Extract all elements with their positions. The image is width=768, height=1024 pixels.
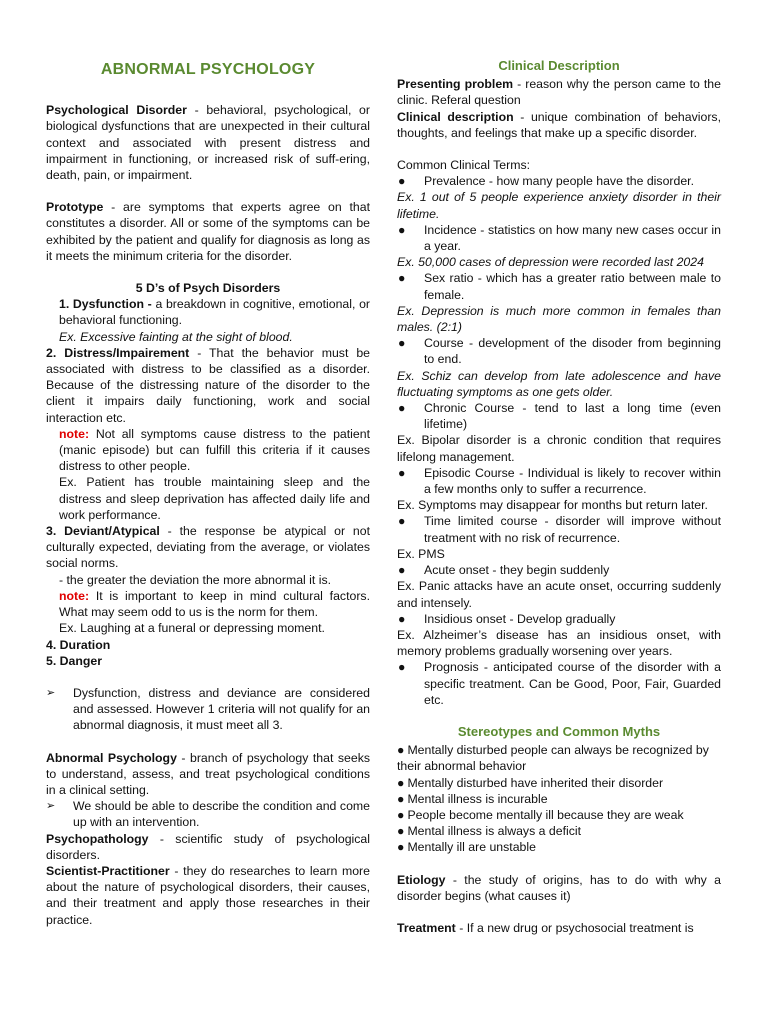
d2-note: note: Not all symptoms cause distress to the patient (manic episode) but can fulfill this criteria if it causes distress to other people.	[59, 426, 370, 474]
myth-item: ● Mental illness is always a deficit	[397, 824, 582, 839]
etiology-paragraph: Etiology - the study of origins, has to do with why a disorder begins (what causes it)	[397, 872, 721, 903]
clinical-description-def: Clinical description - unique combination of behaviors, thoughts, and feelings that make up a specific disorder.	[397, 109, 721, 140]
arrow-bullet-icon: ➢	[46, 800, 56, 813]
bullet-icon: ●	[398, 611, 406, 626]
d5-danger: 5. Danger	[46, 653, 103, 668]
acute-example: Ex. Panic attacks have an acute onset, occurring suddenly and intensely.	[397, 579, 721, 610]
term-acute-onset: ● Acute onset - they begin suddenly	[398, 563, 610, 578]
bullet-icon: ●	[398, 222, 406, 237]
myth-item: ● People become mentally ill because they are weak	[397, 807, 684, 822]
bullet-icon: ●	[398, 271, 406, 286]
scientist-practitioner-paragraph: Scientist-Practitioner - they do researches to learn more about the nature of psychological disorders, their causes, and their treatment and apply those researches in their practice.	[46, 863, 370, 927]
insidious-example: Ex. Alzheimer’s disease has an insidious onset, with memory problems gradually worsening over years.	[397, 627, 721, 659]
right-column	[397, 58, 721, 936]
term-incidence: ● Incidence - statistics on how many new cases occur in a year.	[398, 222, 721, 254]
prevalence-example: Ex. 1 out of 5 people experience anxiety disorder in their lifetime.	[397, 190, 721, 221]
d4-duration: 4. Duration	[46, 637, 111, 652]
five-ds-heading: 5 D’s of Psych Disorders	[135, 281, 281, 296]
clinical-description-heading: Clinical Description	[498, 58, 620, 73]
bullet-icon: ●	[398, 514, 406, 529]
arrow-bullet-icon: ➢	[46, 686, 56, 699]
common-terms-label: Common Clinical Terms:	[397, 158, 531, 173]
bullet-icon: ●	[397, 743, 405, 758]
term-course: ● Course - development of the disoder from beginning to end.	[398, 336, 721, 367]
sex-ratio-example: Ex. Depression is much more common in females than males. (2:1)	[397, 303, 721, 335]
bullet-icon: ●	[397, 840, 405, 855]
chronic-example: Ex. Bipolar disorder is a chronic condition that requires lifelong management.	[397, 433, 721, 464]
myth-item: ● Mentally disturbed have inherited their disorder	[397, 775, 664, 790]
term-episodic-course: ● Episodic Course - Individual is likely to recover within a few months only to suffer a recurrence.	[398, 465, 721, 497]
arrow-note-intervention: ➢ We should be able to describe the condition and come up with an intervention.	[46, 799, 370, 830]
d3-sub: - the greater the deviation the more abnormal it is.	[59, 572, 332, 587]
time-limited-example: Ex. PMS	[397, 546, 445, 561]
bullet-icon: ●	[398, 660, 406, 675]
arrow-note-criteria: ➢ Dysfunction, distress and deviance are considered and assessed. However 1 criteria will not qualify for an abnormal diagnosis, it must meet all 3.	[46, 685, 370, 733]
course-example: Ex. Schiz can develop from late adolescence and have fluctuating symptoms as one gets older.	[397, 368, 721, 399]
d1-dysfunction: 1. Dysfunction - a breakdown in cognitive, emotional, or behavioral functioning.	[59, 297, 371, 328]
bullet-icon: ●	[398, 563, 406, 578]
bullet-icon: ●	[397, 791, 405, 806]
abnormal-psych-paragraph: Abnormal Psychology - branch of psychology that seeks to understand, assess, and treat psychological conditions in a clinical setting.	[46, 750, 370, 797]
bullet-icon: ●	[398, 174, 406, 189]
term-prevalence: ● Prevalence - how many people have the disorder.	[398, 174, 695, 189]
bullet-icon: ●	[398, 401, 406, 416]
bullet-icon: ●	[397, 807, 405, 822]
d1-example: Ex. Excessive fainting at the sight of blood.	[59, 329, 293, 344]
bullet-icon: ●	[397, 775, 405, 790]
term-prognosis: ● Prognosis - anticipated course of the disorder with a specific treatment. Can be Good, Poor, Fair, Guarded etc.	[398, 660, 721, 707]
treatment-paragraph: Treatment - If a new drug or psychosocial treatment is	[397, 920, 694, 935]
myth-item: ● Mentally ill are unstable	[397, 840, 536, 855]
psych-disorder-paragraph: Psychological Disorder - behavioral, psychological, or biological dysfunctions that are unexpected in their cultural context and associated with present distress and impairment in functioning, or increased risk of suff-ering, death, pain, or impairment.	[46, 103, 370, 183]
d3-note: note: It is important to keep in mind cultural factors. What may seem odd to us is the norm for them.	[59, 588, 370, 620]
prototype-paragraph: Prototype - are symptoms that experts agree on that constitutes a disorder. All or some of the symptoms can be exhibited by the patient and qualify for diagnosis as long as it meets the minimum criteria for the disorder.	[46, 200, 370, 263]
d3-example: Ex. Laughing at a funeral or depressing moment.	[59, 621, 325, 636]
myths-list	[397, 742, 721, 855]
term-insidious-onset: ● Insidious onset - Develop gradually	[398, 611, 616, 626]
bullet-icon: ●	[397, 824, 405, 839]
d2-example: Ex. Patient has trouble maintaining sleep and the distress and sleep deprivation has affected daily life and work performance.	[59, 475, 370, 522]
myth-item: ● Mentally disturbed people can always be recognized by their abnormal behavior	[397, 743, 709, 774]
term-time-limited-course: ● Time limited course - disorder will improve without treatment with no risk of recurrence.	[398, 514, 721, 545]
presenting-problem: Presenting problem - reason why the person came to the clinic. Referal question	[397, 77, 721, 108]
myth-item: ● Mental illness is incurable	[397, 791, 548, 806]
bullet-icon: ●	[398, 465, 406, 480]
d2-distress: 2. Distress/Impairement - That the behavior must be associated with distress to be classified as a disorder. Because of the distressing nature of the disorder to the client it impairs daily functioning, work and social interaction etc.	[46, 345, 370, 425]
d3-deviant: 3. Deviant/Atypical - the response be atypical or not culturally expected, deviating from the average, or violates social norms.	[46, 524, 370, 571]
incidence-example: Ex. 50,000 cases of depression were recorded last 2024	[397, 255, 704, 270]
term-sex-ratio: ● Sex ratio - which has a greater ratio between male to female.	[398, 271, 721, 302]
left-column	[46, 58, 370, 928]
page-title: ABNORMAL PSYCHOLOGY	[100, 61, 316, 78]
term-chronic-course: ● Chronic Course - tend to last a long time (even lifetime)	[398, 401, 721, 432]
episodic-example: Ex. Symptoms may disappear for months but return later.	[397, 498, 708, 513]
psychopathology-paragraph: Psychopathology - scientific study of psychological disorders.	[46, 831, 370, 862]
bullet-icon: ●	[398, 336, 406, 351]
myths-heading: Stereotypes and Common Myths	[457, 723, 661, 739]
